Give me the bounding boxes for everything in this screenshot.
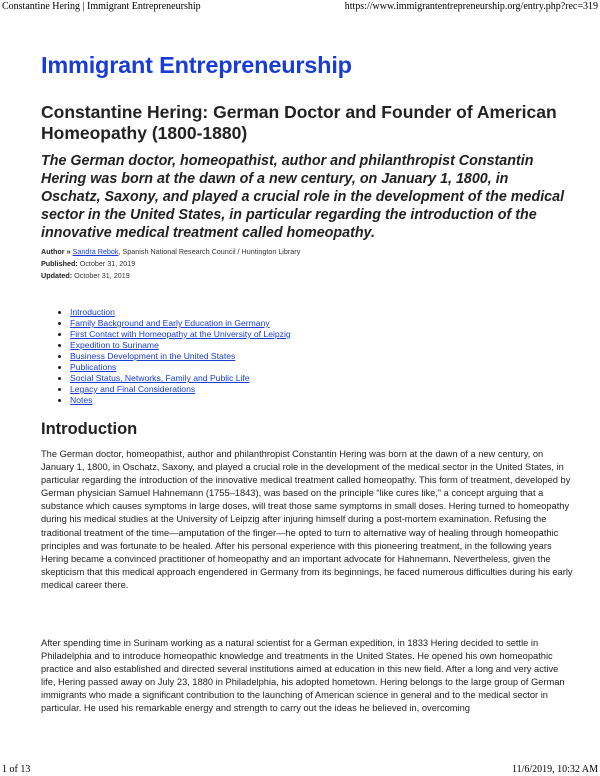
toc-link-legacy[interactable]: Legacy and Final Considerations	[70, 384, 196, 394]
print-footer	[2, 763, 598, 775]
published-date: October 31, 2019	[79, 258, 136, 268]
toc-link-social-status[interactable]: Social Status, Networks, Family and Public Life	[70, 373, 250, 383]
toc-link-first-contact[interactable]: First Contact with Homeopathy at the University of Leipzig	[70, 329, 291, 339]
toc-link-introduction[interactable]: Introduction	[70, 307, 115, 317]
print-header-url: https://www.immigrantentrepreneurship.org/entry.php?rec=319	[344, 1, 598, 12]
article-lede: The German doctor, homeopathist, author and philanthropist Constantin Hering was born at the dawn of a new century, on January 1, 1800, in Oschatz, Saxony, and played a crucial role in the development of the medical sector in the United States, in particular regarding the introduction of the innovative medical treatment called homeopathy.	[41, 153, 565, 241]
author-link[interactable]: Sandra Rebok	[72, 247, 119, 256]
intro-paragraph-1: The German doctor, homeopathist, author and philanthropist Constantin Hering was born at the dawn of a new century, on January 1, 1800, in Oschatz, Saxony, and played a crucial role in the development of the medical sector in the United States, in particular regarding the introduction of the innovative medical treatment called homeopathy. This form of treatment, developed by German physician Samuel Hahnemann (1755–1843), was based on the principle “like cures like,” a concept arguing that a substance which causes symptoms in large doses, will treat those same symptoms in small doses. Hering turned to homeopathy during his medical studies at the University of Leipzig after injuring himself during a post-mortem examination. Refusing the traditional treatment of the time—amputation of the finger—he opted to turn to alternative way of healing through homeopathic principles and was fortunate to be healed. After his personal experience with this pioneering treatment, in the following years Hering became a convinced practitioner of homeopathy and an important advocate for Hahnemann. Nevertheless, given the skepticism that this medical approach engendered in Germany from its beginnings, he faced numerous difficulties during his early medical career there.	[41, 449, 573, 590]
print-header-title: Constantine Hering | Immigrant Entrepreneurship	[2, 1, 201, 12]
toc-link-family-background[interactable]: Family Background and Early Education in Germany	[70, 318, 270, 328]
toc-link-notes[interactable]: Notes	[70, 395, 93, 405]
print-header	[2, 1, 598, 13]
section-heading-introduction: Introduction	[41, 420, 138, 438]
author-label: Author »	[41, 247, 71, 256]
toc-link-publications[interactable]: Publications	[70, 362, 117, 372]
toc-link-business-development[interactable]: Business Development in the United States	[70, 351, 236, 361]
print-datetime: 11/6/2019, 10:32 AM	[511, 764, 598, 775]
published-line	[41, 258, 561, 270]
updated-date: October 31, 2019	[74, 270, 130, 280]
toc-item	[70, 340, 291, 351]
author-affiliation: , Spanish National Research Council / Huntington Library	[118, 247, 301, 256]
toc-item	[70, 307, 291, 318]
site-title[interactable]: Immigrant Entrepreneurship	[41, 52, 352, 78]
published-label: Published:	[41, 258, 78, 268]
page-number: 1 of 13	[2, 764, 31, 775]
toc-item	[70, 373, 291, 384]
toc-item	[70, 384, 291, 395]
updated-label: Updated:	[41, 270, 73, 280]
toc-item	[70, 318, 291, 329]
toc-item	[70, 395, 291, 406]
updated-line	[41, 270, 561, 282]
article-meta	[41, 246, 561, 281]
toc-link-expedition[interactable]: Expedition to Suriname	[70, 340, 159, 350]
toc-item	[70, 351, 291, 362]
article-title: Constantine Hering: German Doctor and Founder of American Homeopathy (1800-1880)	[41, 102, 557, 143]
toc-item	[70, 329, 291, 340]
table-of-contents	[56, 307, 291, 406]
author-line	[41, 246, 561, 258]
toc-item	[70, 362, 291, 373]
intro-paragraph-2: After spending time in Surinam working as a natural scientist for a German expedition, in 1833 Hering decided to settle in Philadelphia and to introduce homeopathic knowledge and treatments in the United States. He opened his own homeopathic practice and also established and directed several institutions aimed at education in this new field. After a long and very active life, Hering passed away on July 23, 1880 in Philadelphia, his adopted hometown. Hering belongs to the large group of German immigrants who made a significant contribution to the launching of American science in general and to the medical sector in particular. He used his remarkable energy and strength to carry out the ideas he believed in, overcoming	[41, 638, 565, 714]
